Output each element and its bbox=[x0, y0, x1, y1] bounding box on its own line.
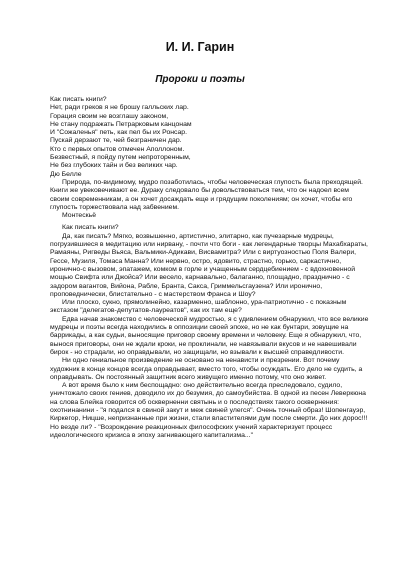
paragraph: А вот время было к ним беспощадно: оно действительно всегда преследовало, судило, уничтожало своих гениев, доводило их до безумия, до самоубийства. В одной из песен Леверкюна на слова Блейка говорится об оскверненни святынь и о последствиях такого осквернения: охотнинанини - "я подался в свиной закут и меж свиней улегся". Очень точный образ! Шопенгауэр, Киркегор, Ницше, непризнанные при жизни, стали властителями дум после смерти. До них дорос!!! Но везде ли? - "Возрождение реакционных философских учений характеризует процесс идеологического кризиса в эпоху загнивающего капитализма..." bbox=[50, 382, 368, 439]
document-title: Пророки и поэты bbox=[155, 74, 245, 85]
poem-line: Безвестный, я пойду путем непроторенным, bbox=[50, 154, 191, 162]
epigraph-poem bbox=[50, 96, 370, 179]
paragraph: Или плоско, сукно, прямолинейно, казарменно, шаблонно, ура-патриотично - с показным экстазом "делегатов-депутатов-лауреатов", как их там еще? bbox=[50, 299, 347, 315]
poem-line: Как писать книги? bbox=[50, 96, 107, 103]
document-body bbox=[50, 96, 370, 440]
poem-line: И "Сожаленья" петь, как пел бы их Ронсар. bbox=[50, 129, 187, 137]
paragraph: Да, как писать? Мягко, возвышенно, артистично, элитарно, как пучезарные мудрецы, погрузившиеся в медитацию или нирвану, - почти что боги - как легендарные творцы Махабхараты, Рамаяны, Ригведы Вьяса, Вальмики-Адикави, Висвамитра? Или с виртуозностью Поля Валери, Гессе, Музиля, Томаса Манна? Или нервно, остро, ядовито, страстно, горько, саркастично, иронично-с вызовом, эпатажем, комком в горле и учащенным сердцебиением - с вдохновенной мощью Свифта или Джойса? Или весело, карнавально, балаганно, площадно, праздничнo - с задором вагантов, Вийона, Рабле, Бранта, Сакса, Гриммельсгаузена? Или иронично, проповеднически, блистательно - с мастерством Франса и Шоу? bbox=[50, 232, 368, 298]
poem-line: Пускай дерзают те, чей безграничен дар. bbox=[50, 137, 182, 145]
poem-line: Не без глубоких тайн и без великих чар. bbox=[50, 162, 178, 170]
poem-line: Горация своим не возглашу законом, bbox=[50, 112, 169, 120]
poem-line: Не стану подражать Петрарковым канцонам bbox=[50, 120, 192, 128]
quote-attribution: Монтескьё bbox=[62, 212, 97, 220]
author-name: И. И. Гарин bbox=[165, 40, 235, 54]
poem-line: Нет, ради греков я не брошу галльских лар. bbox=[50, 104, 189, 112]
section-question: Как писать книги? bbox=[62, 224, 119, 232]
paragraph: Природа, по-видимому, мудро позаботилась, чтобы человеческая глупость была преходящей. Книги же увековечивают ее. Дураку следовало бы довольствоваться тем, что он надоел всем своим современникам, а он хочет досаждать еще и грядущим поколениям; он хочет, чтобы его глупость торжествовала над забвением. bbox=[50, 178, 363, 211]
paragraph: Ни одно гениальное произведение не основано на ненависти и презрении. Вот почему художник в конце концов всегда оправдывает, вместо того, чтобы осуждать. Его дело не судить, а оправдывать. Он постоянный защитник всего живущего именно потому, что оно живет. bbox=[50, 357, 363, 381]
poem-line: Кто с первых опытов отмечен Аполлоном. bbox=[50, 145, 185, 153]
poem-attribution: Дю Белле bbox=[50, 170, 82, 178]
paragraph: Едва начав знакомство с человеческой мудростью, я с удивлением обнаружил, что все великие мудрецы и поэты всегда находились в оппозиции своей эпохе, но не как бунтари, зовущие на баррикады, а как судьи, выносящие приговор своему времени и человеку. Еще я обнаружил, что, вынося приговоры, они не ждали кроки, не проклинали, не навязывали вкусов и не навешивали бирок - но страдали, но оправдывали, но защищали, но взывали к высшей справедливости. bbox=[50, 315, 369, 356]
